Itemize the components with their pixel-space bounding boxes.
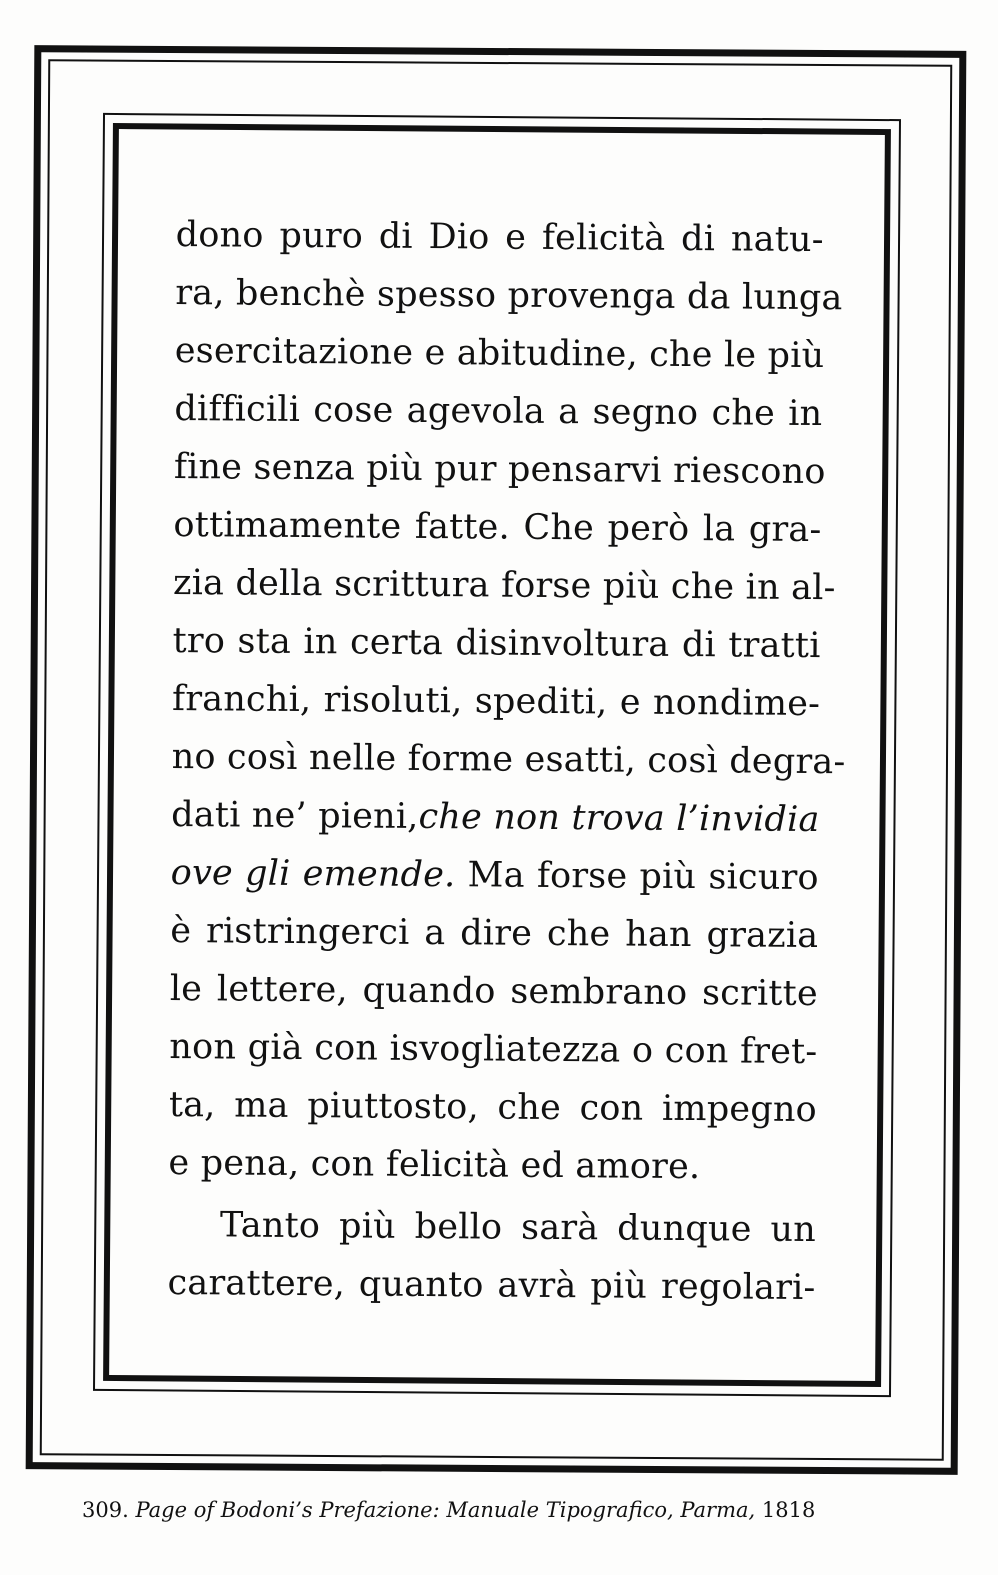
- text-line-with-quote: [171, 786, 819, 849]
- text-run: Ma forse più sicuro: [455, 855, 819, 899]
- text-line: dono puro di Dio e felicità di natu-: [175, 214, 824, 261]
- text-line: franchi, risoluti, spediti, e nondime-: [171, 678, 821, 725]
- text-line: zia della scrittura forse più che in al-: [172, 562, 836, 609]
- text-line-paragraph-start: Tanto più bello sarà dunque un: [219, 1205, 817, 1251]
- caption-number: 309.: [82, 1498, 129, 1522]
- text-line: fine senza più pur pensarvi riescono: [173, 446, 826, 493]
- text-line: è ristringerci a dire che han grazia: [170, 910, 819, 957]
- text-line: ottimamente fatte. Che però la gra-: [173, 504, 822, 551]
- text-line: non già con isvogliatezza o con fret-: [169, 1026, 818, 1073]
- caption-year: 1818: [761, 1498, 816, 1522]
- text-line: carattere, quanto avrà più regolari-: [167, 1262, 816, 1309]
- text-line: ra, benchè spesso provenga da lunga: [175, 272, 843, 319]
- text-run: dati ne’ pieni,: [171, 794, 419, 837]
- text-line-with-quote: [171, 844, 819, 907]
- text-line: difficili cose agevola a segno che in: [174, 388, 823, 435]
- text-line: tro sta in certa disinvoltura di tratti: [172, 620, 821, 667]
- body-text: [167, 206, 846, 1317]
- italic-quote: che non trova l’invidia: [418, 796, 820, 841]
- text-line: no così nelle forme esatti, così degra-: [171, 736, 846, 783]
- figure-caption: [82, 1496, 912, 1524]
- text-line: ta, ma piuttosto, che con impegno: [168, 1084, 818, 1131]
- caption-title: Page of Bodoni’s Prefazione: Manuale Tipografico, Parma,: [135, 1498, 756, 1522]
- italic-quote: ove gli emende.: [170, 852, 456, 896]
- text-line: e pena, con felicità ed amore.: [168, 1142, 701, 1188]
- text-line: esercitazione e abitudine, che le più: [174, 330, 825, 377]
- text-line: le lettere, quando sembrano scritte: [169, 968, 818, 1015]
